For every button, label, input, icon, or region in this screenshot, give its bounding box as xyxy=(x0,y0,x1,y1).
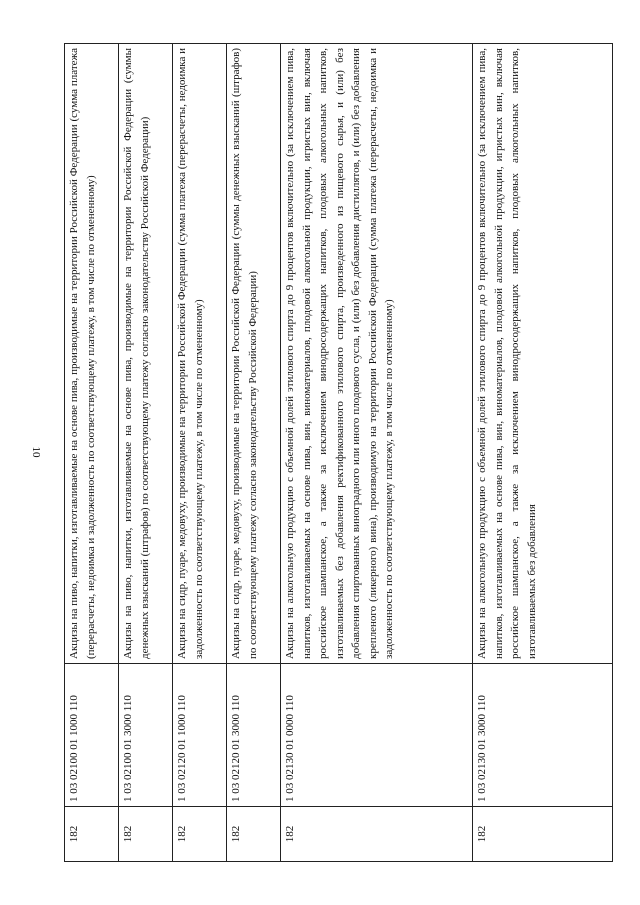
table-row xyxy=(281,44,473,862)
table-row xyxy=(227,44,281,862)
kbk-code-cell: 1 03 02100 01 3000 110 xyxy=(119,664,173,807)
admin-code-cell: 182 xyxy=(173,807,227,862)
kbk-code-cell: 1 03 02130 01 0000 110 xyxy=(281,664,473,807)
admin-code-cell: 182 xyxy=(227,807,281,862)
table-row xyxy=(65,44,119,862)
page-number: 10 xyxy=(30,446,42,458)
description-cell: Акцизы на пиво, напитки, изготавливаемые на основе пива, производимые на территории Российской Федерации (сумма платежа (перерасчеты, недоимка и задолженность по соответствующему платежу, в том числе по отмененному) xyxy=(65,44,119,664)
admin-code-cell: 182 xyxy=(119,807,173,862)
table-row xyxy=(173,44,227,862)
admin-code-cell: 182 xyxy=(65,807,119,862)
admin-code-cell: 182 xyxy=(473,807,613,862)
kbk-code-cell: 1 03 02120 01 1000 110 xyxy=(173,664,227,807)
kbk-code-cell: 1 03 02120 01 3000 110 xyxy=(227,664,281,807)
table-row xyxy=(119,44,173,862)
table-row xyxy=(473,44,613,862)
description-cell: Акцизы на сидр, пуаре, медовуху, производимые на территории Российской Федерации (суммы денежных взысканий (штрафов) по соответствующему платежу согласно законодательству Российской Федерации) xyxy=(227,44,281,664)
admin-code-cell: 182 xyxy=(281,807,473,862)
rotated-table-wrapper xyxy=(64,43,613,862)
description-cell: Акцизы на сидр, пуаре, медовуху, производимые на территории Российской Федерации (сумма платежа (перерасчеты, недоимка и задолженность по соответствующему платежу, в том числе по отмененному) xyxy=(173,44,227,664)
description-cell: Акцизы на алкогольную продукцию с объемной долей этилового спирта до 9 процентов включительно (за исключением пива, напитков, изготавливаемых на основе пива, вин, виноматериалов, плодовой алкогольной продукции, игристых вин, включая российское шампанское, а также за исключением винодросодержащих напитков, плодовых алкогольных напитков, изготавливаемых без добавления ректификованного этилового спирта, произведенного из пищевого сырья, и (или) без добавления спиртованных виноградного или иного плодового сусла, и (или) без добавления дистиллятов, и (или) без добавления крепленого (ликерного) вина), производимую на территории Российской Федерации (сумма платежа (перерасчеты, недоимка и задолженность по соответствующему платежу, в том числе по отмененному) xyxy=(281,44,473,664)
kbk-code-cell: 1 03 02130 01 3000 110 xyxy=(473,664,613,807)
kbk-code-cell: 1 03 02100 01 1000 110 xyxy=(65,664,119,807)
kbk-table xyxy=(64,43,613,862)
description-cell: Акцизы на алкогольную продукцию с объемной долей этилового спирта до 9 процентов включительно (за исключением пива, напитков, изготавливаемых на основе пива, вин, виноматериалов, плодовой алкогольной продукции, игристых вин, включая российское шампанское, а также за исключением винодросодержащих напитков, плодовых алкогольных напитков, изготавливаемых без добавления xyxy=(473,44,613,664)
description-cell: Акцизы на пиво, напитки, изготавливаемые на основе пива, производимые на территории Российской Федерации (суммы денежных взысканий (штрафов) по соответствующему платежу согласно законодательству Российской Федерации) xyxy=(119,44,173,664)
